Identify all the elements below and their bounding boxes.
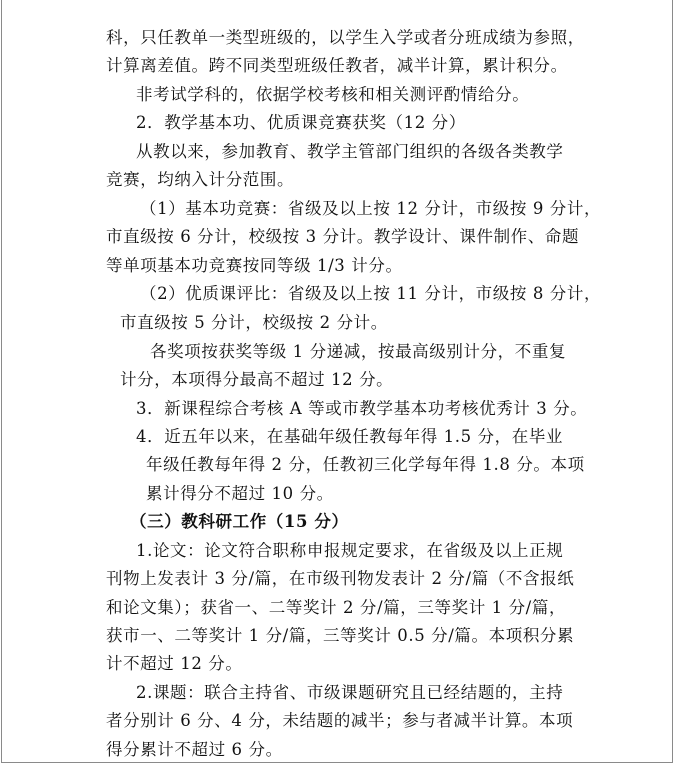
- text-line: 刊物上发表计 3 分/篇，在市级刊物发表计 2 分/篇（不含报纸: [106, 569, 575, 588]
- text-line: 计算离差值。跨不同类型班级任教者，减半计算，累计积分。: [106, 56, 568, 75]
- text-line: 非考试学科的，依据学校考核和相关测评酌情给分。: [136, 85, 530, 104]
- text-line: 各奖项按获奖等级 1 分递减，按最高级别计分，不重复: [150, 342, 567, 361]
- text-line: 3．新课程综合考核 A 等或市教学基本功考核优秀计 3 分。: [136, 399, 588, 418]
- text-line: 4．近五年以来，在基础年级任教每年得 1.5 分，在毕业: [136, 427, 564, 446]
- text-line: 竞赛，均纳入计分范围。: [106, 170, 295, 189]
- text-line: 从教以来，参加教育、教学主管部门组织的各级各类教学: [136, 142, 564, 161]
- text-line: 1.论文：论文符合职称申报规定要求，在省级及以上正规: [136, 541, 564, 560]
- text-line: 得分累计不超过 6 分。: [106, 740, 283, 759]
- text-line: 科，只任教单一类型班级的，以学生入学或者分班成绩为参照，: [106, 28, 585, 47]
- text-line: 和论文集）；获省一、二等奖计 2 分/篇，三等奖计 1 分/篇，: [106, 598, 567, 617]
- section-heading: 2．教学基本功、优质课竞赛获奖（12 分）: [136, 113, 466, 132]
- text-line: 市直级按 6 分计，校级按 3 分计。教学设计、课件制作、命题: [106, 227, 580, 246]
- text-line: 年级任教每年得 2 分，任教初三化学每年得 1.8 分。本项: [146, 455, 585, 474]
- text-line: 获市一、二等奖计 1 分/篇，三等奖计 0.5 分/篇。本项积分累: [106, 626, 575, 645]
- text-line: 计分，本项得分最高不超过 12 分。: [120, 370, 394, 389]
- section-heading: （三）教科研工作（15 分）: [130, 512, 349, 531]
- text-line: 等单项基本功竞赛按同等级 1/3 计分。: [106, 256, 403, 275]
- text-line: 累计得分不超过 10 分。: [146, 484, 334, 503]
- text-line: （1）基本功竞赛：省级及以上按 12 分计，市级按 9 分计，: [140, 199, 602, 218]
- text-line: 2.课题：联合主持省、市级课题研究且已经结题的，主持: [136, 683, 564, 702]
- text-line: 市直级按 5 分计，校级按 2 分计。: [120, 313, 388, 332]
- text-line: （2）优质课评比：省级及以上按 11 分计，市级按 8 分计，: [140, 284, 602, 303]
- text-line: 计不超过 12 分。: [106, 654, 243, 673]
- text-line: 者分别计 6 分、4 分，未结题的减半；参与者减半计算。本项: [106, 711, 574, 730]
